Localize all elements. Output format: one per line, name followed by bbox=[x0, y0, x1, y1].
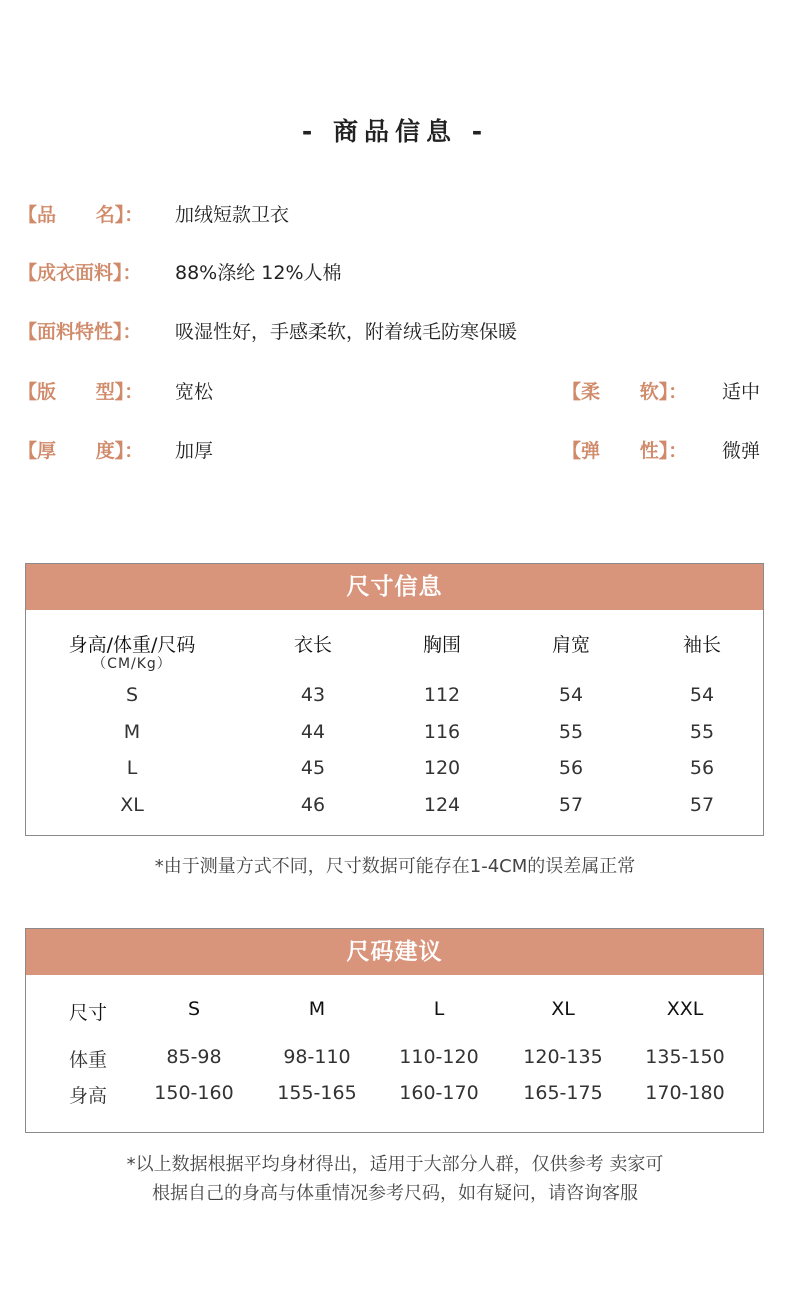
size-info-table bbox=[25, 563, 764, 836]
table-cell: 150-160 bbox=[154, 1082, 234, 1104]
table-cell: 44 bbox=[300, 721, 326, 743]
column-header: XL bbox=[551, 998, 575, 1020]
size-advice-note-line1: *以上数据根据平均身材得出，适用于大部分人群，仅供参考 卖家可 bbox=[126, 1154, 664, 1175]
table-cell: 54 bbox=[558, 684, 584, 706]
size-advice-note-line2: 根据自己的身高与体重情况参考尺码，如有疑问，请咨询客服 bbox=[152, 1183, 638, 1204]
table-cell: 155-165 bbox=[277, 1082, 357, 1104]
table-cell: 124 bbox=[423, 794, 461, 816]
size-info-note: *由于测量方式不同，尺寸数据可能存在1-4CM的误差属正常 bbox=[154, 856, 636, 877]
attr-value-elasticity: 微弹 bbox=[722, 440, 761, 462]
table-cell: L bbox=[126, 757, 138, 779]
column-header: 身高/体重/尺码 bbox=[68, 634, 196, 656]
unit-note: （CM/Kg） bbox=[92, 656, 172, 672]
table-cell: 112 bbox=[423, 684, 461, 706]
table-cell: 57 bbox=[689, 794, 715, 816]
table-cell: 43 bbox=[300, 684, 326, 706]
table-cell: 45 bbox=[300, 757, 326, 779]
table-cell: XL bbox=[120, 794, 144, 816]
table-cell: 160-170 bbox=[399, 1082, 479, 1104]
attr-label-fabric: 【成衣面料】： bbox=[18, 262, 142, 284]
attr-label-elasticity: 【弹 性】： bbox=[562, 440, 688, 462]
column-header: 袖长 bbox=[682, 634, 721, 656]
size-advice-header: 尺码建议 bbox=[26, 929, 763, 975]
table-cell: 54 bbox=[689, 684, 715, 706]
column-header: XXL bbox=[666, 998, 704, 1020]
attr-value-feature: 吸湿性好，手感柔软，附着绒毛防寒保暖 bbox=[175, 321, 518, 343]
column-header: 尺寸 bbox=[68, 1002, 107, 1024]
column-header: M bbox=[308, 998, 326, 1020]
column-header: 胸围 bbox=[422, 634, 461, 656]
table-cell: 55 bbox=[558, 721, 584, 743]
attr-label-softness: 【柔 软】： bbox=[562, 381, 688, 403]
page-title: - 商品信息 - bbox=[301, 117, 489, 146]
attr-label-name: 【品 名】： bbox=[18, 204, 144, 226]
table-cell: 170-180 bbox=[645, 1082, 725, 1104]
attr-value-name: 加绒短款卫衣 bbox=[175, 204, 290, 226]
column-header: 肩宽 bbox=[551, 634, 590, 656]
size-info-header: 尺寸信息 bbox=[26, 564, 763, 610]
table-cell: S bbox=[125, 684, 139, 706]
table-cell: 46 bbox=[300, 794, 326, 816]
attr-value-thickness: 加厚 bbox=[175, 440, 214, 462]
table-cell: 120 bbox=[423, 757, 461, 779]
table-cell: 55 bbox=[689, 721, 715, 743]
table-cell: 135-150 bbox=[645, 1046, 725, 1068]
attr-value-softness: 适中 bbox=[722, 381, 761, 403]
attr-label-thickness: 【厚 度】： bbox=[18, 440, 144, 462]
size-advice-table bbox=[25, 928, 764, 1133]
attr-value-fabric: 88%涤纶 12%人棉 bbox=[175, 262, 342, 284]
attr-value-fit: 宽松 bbox=[175, 381, 214, 403]
row-label: 身高 bbox=[68, 1085, 107, 1107]
attr-label-fit: 【版 型】： bbox=[18, 381, 144, 403]
table-cell: 85-98 bbox=[166, 1046, 222, 1068]
table-cell: 165-175 bbox=[523, 1082, 603, 1104]
table-cell: 116 bbox=[423, 721, 461, 743]
attr-label-feature: 【面料特性】： bbox=[18, 321, 142, 343]
row-label: 体重 bbox=[68, 1049, 107, 1071]
column-header: L bbox=[433, 998, 445, 1020]
table-cell: 98-110 bbox=[283, 1046, 351, 1068]
table-cell: 56 bbox=[689, 757, 715, 779]
table-cell: 120-135 bbox=[523, 1046, 603, 1068]
column-header: 衣长 bbox=[293, 634, 332, 656]
table-cell: 57 bbox=[558, 794, 584, 816]
table-cell: M bbox=[123, 721, 141, 743]
table-cell: 56 bbox=[558, 757, 584, 779]
column-header: S bbox=[187, 998, 201, 1020]
table-cell: 110-120 bbox=[399, 1046, 479, 1068]
